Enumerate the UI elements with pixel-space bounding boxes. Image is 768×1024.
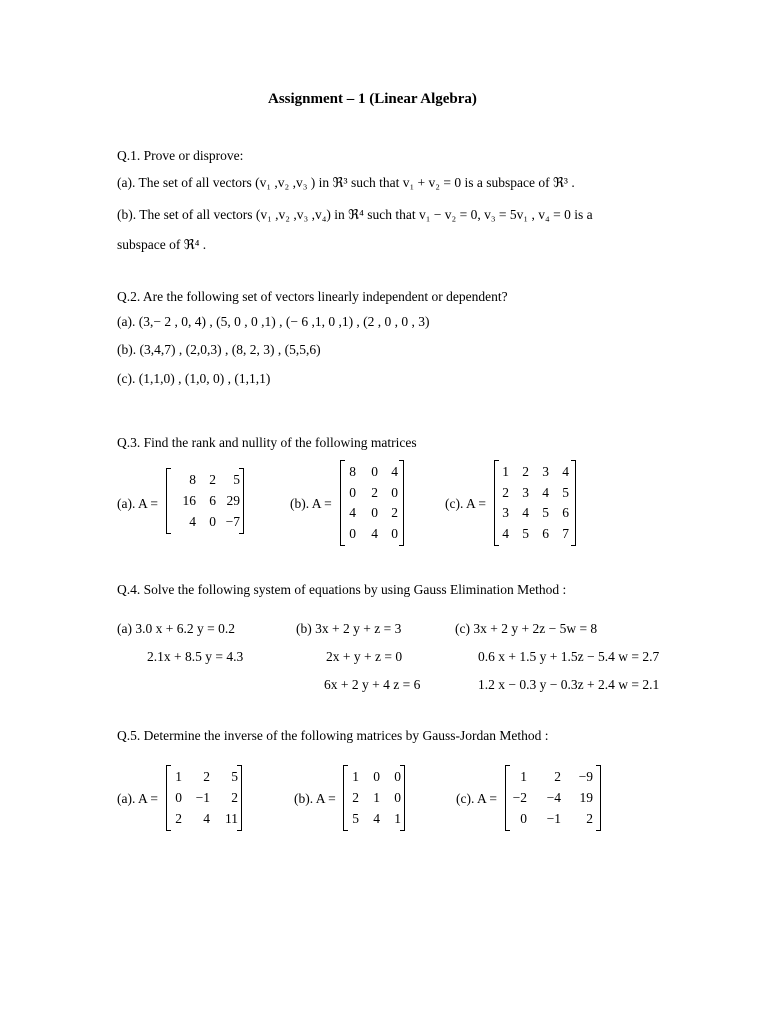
q5-matrix-b — [343, 765, 405, 831]
matrix-left-bracket — [340, 460, 345, 546]
matrix-cell: 0 — [391, 525, 398, 541]
matrix-cell: 5 — [233, 472, 240, 488]
q2-part-b: (b). (3,4,7) , (2,0,3) , (8, 2, 3) , (5,5,6) — [117, 342, 321, 357]
matrix-cell: 4 — [189, 513, 196, 529]
matrix-cell: 6 — [209, 493, 216, 508]
matrix-right-bracket — [571, 460, 576, 546]
q5-heading: Q.5. Determine the inverse of the following matrices by Gauss-Jordan Method : — [117, 728, 549, 743]
matrix-cell: 3 — [522, 484, 529, 500]
q5-matrix-c — [505, 765, 601, 831]
matrix-left-bracket — [166, 468, 171, 534]
q3-a-label: (a). A = — [117, 496, 158, 511]
q4-c-eq3: 1.2 x − 0.3 y − 0.3z + 2.4 w = 2.1 — [478, 677, 660, 692]
matrix-cell: 5 — [542, 505, 549, 521]
matrix-cell: 4 — [373, 810, 380, 826]
q3-c-label: (c). A = — [445, 496, 486, 511]
matrix-cell: 1 — [520, 769, 527, 785]
matrix-cell: −1 — [546, 810, 561, 826]
q3-matrix-b — [340, 460, 404, 546]
matrix-cell: 5 — [352, 810, 359, 826]
matrix-cell: 4 — [522, 505, 529, 521]
matrix-cell: 1 — [394, 810, 401, 826]
page-title: Assignment – 1 (Linear Algebra) — [268, 91, 477, 107]
q4-a-eq1: (a) 3.0 x + 6.2 y = 0.2 — [117, 621, 235, 636]
matrix-cell: 2 — [391, 505, 398, 521]
matrix-cell: 0 — [391, 484, 398, 500]
q4-b-eq2: 2x + y + z = 0 — [326, 649, 403, 664]
q5-b-label: (b). A = — [294, 791, 336, 806]
matrix-cell: 3 — [502, 505, 509, 521]
matrix-cell: 4 — [542, 484, 549, 500]
matrix-cell: −4 — [546, 790, 561, 805]
matrix-cell: −1 — [195, 790, 210, 805]
matrix-cell: 2 — [502, 484, 509, 500]
matrix-left-bracket — [343, 765, 348, 831]
q4-b-eq3: 6x + 2 y + 4 z = 6 — [324, 677, 421, 692]
matrix-cell: −2 — [512, 790, 527, 805]
q3-b-label: (b). A = — [290, 496, 332, 511]
matrix-left-bracket — [494, 460, 499, 546]
q2-part-a: (a). (3,− 2 , 0, 4) , (5, 0 , 0 ,1) , (− 6 ,1, 0 ,1) , (2 , 0 , 0 , 3) — [117, 314, 430, 329]
q1-heading: Q.1. Prove or disprove: — [117, 148, 244, 163]
matrix-right-bracket — [596, 765, 601, 831]
matrix-cell: −9 — [578, 769, 593, 785]
matrix-cell: 4 — [349, 505, 356, 521]
matrix-right-bracket — [399, 460, 404, 546]
matrix-cell: 0 — [394, 769, 401, 785]
matrix-cell: 7 — [562, 525, 569, 541]
matrix-left-bracket — [505, 765, 510, 831]
matrix-cell: 5 — [562, 484, 569, 500]
matrix-cell: 0 — [175, 790, 182, 805]
q1-part-b-line1: (b). The set of all vectors (v₁ ,v₂ ,v₃ ,v₄) in ℜ⁴ such that v₁ − v₂ = 0, v₃ = 5v₁ , v₄ = 0 is a — [117, 207, 593, 222]
matrix-cell: 0 — [349, 484, 356, 500]
q3-heading: Q.3. Find the rank and nullity of the following matrices — [117, 435, 417, 450]
matrix-cell: 0 — [371, 505, 378, 521]
matrix-cell: 1 — [352, 769, 359, 785]
q4-c-eq2: 0.6 x + 1.5 y + 1.5z − 5.4 w = 2.7 — [478, 649, 660, 664]
matrix-cell: 2 — [586, 810, 593, 826]
matrix-cell: 2 — [209, 472, 216, 488]
matrix-cell: 4 — [371, 525, 378, 541]
matrix-cell: 16 — [182, 493, 196, 508]
q5-matrix-a — [166, 765, 242, 831]
matrix-left-bracket — [166, 765, 171, 831]
matrix-cell: 2 — [231, 790, 238, 805]
q2-part-c: (c). (1,1,0) , (1,0, 0) , (1,1,1) — [117, 371, 271, 386]
matrix-cell: 4 — [391, 464, 398, 480]
matrix-cell: 2 — [522, 464, 529, 480]
matrix-cell: 2 — [371, 484, 378, 500]
matrix-cell: 6 — [542, 525, 549, 541]
q3-matrix-a — [166, 468, 244, 534]
matrix-cell: 8 — [349, 464, 356, 480]
matrix-cell: 0 — [520, 810, 527, 826]
matrix-cell: 8 — [189, 472, 196, 488]
matrix-cell: 4 — [502, 525, 509, 541]
matrix-cell: 2 — [554, 769, 561, 785]
matrix-cell: −7 — [225, 513, 240, 529]
matrix-cell: 1 — [175, 769, 182, 785]
matrix-cell: 5 — [522, 525, 529, 541]
matrix-cell: 3 — [542, 464, 549, 480]
matrix-cell: 2 — [203, 769, 210, 785]
matrix-cell: 1 — [373, 790, 380, 805]
matrix-cell: 0 — [371, 464, 378, 480]
q4-heading: Q.4. Solve the following system of equations by using Gauss Elimination Method : — [117, 582, 567, 597]
q5-c-label: (c). A = — [456, 791, 497, 806]
q1-part-a: (a). The set of all vectors (v₁ ,v₂ ,v₃ ) in ℜ³ such that v₁ + v₂ = 0 is a subspace of ℜ³ . — [117, 175, 575, 190]
matrix-cell: 5 — [231, 769, 238, 785]
matrix-cell: 29 — [226, 493, 240, 508]
q4-a-eq2: 2.1x + 8.5 y = 4.3 — [147, 649, 244, 664]
matrix-cell: 0 — [373, 769, 380, 785]
q4-c-eq1: (c) 3x + 2 y + 2z − 5w = 8 — [455, 621, 598, 636]
matrix-cell: 4 — [203, 810, 210, 826]
matrix-cell: 6 — [562, 505, 569, 521]
matrix-cell: 19 — [579, 790, 593, 805]
matrix-cell: 11 — [225, 810, 238, 826]
q5-a-label: (a). A = — [117, 791, 158, 806]
matrix-cell: 0 — [394, 790, 401, 805]
matrix-cell: 1 — [502, 464, 509, 480]
q1-part-b-line2: subspace of ℜ⁴ . — [117, 237, 207, 252]
matrix-cell: 0 — [349, 525, 356, 541]
q2-heading: Q.2. Are the following set of vectors linearly independent or dependent? — [117, 289, 508, 304]
matrix-cell: 2 — [175, 810, 182, 826]
matrix-cell: 4 — [562, 464, 569, 480]
q3-matrix-c — [494, 460, 576, 546]
matrix-cell: 0 — [209, 513, 216, 529]
q4-b-eq1: (b) 3x + 2 y + z = 3 — [296, 621, 402, 636]
matrix-cell: 2 — [352, 790, 359, 805]
